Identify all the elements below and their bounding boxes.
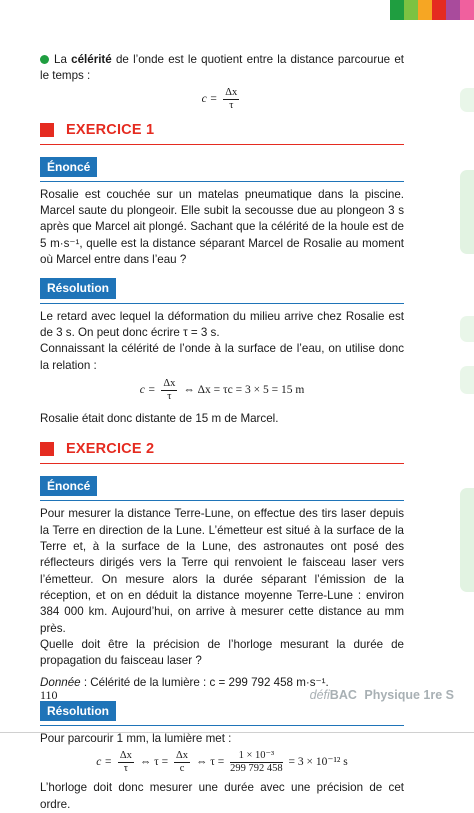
exercise2-title: EXERCICE 2	[66, 441, 155, 458]
red-square-icon	[40, 123, 54, 137]
brand-main: BAC	[329, 688, 357, 702]
side-tab	[460, 170, 474, 254]
exercise2-conclusion: L’horloge doit donc mesurer une durée avec une précision de cet ordre.	[40, 781, 404, 811]
exercise1-title: EXERCICE 1	[66, 121, 155, 138]
fraction-denominator: 299 792 458	[230, 763, 283, 775]
page-number: 110	[40, 688, 58, 702]
fraction-denominator: τ	[167, 390, 172, 402]
resolution-tag: Résolution	[40, 701, 116, 721]
fraction	[230, 750, 283, 775]
fraction	[161, 378, 177, 403]
page-footer	[0, 688, 474, 738]
side-tab	[460, 366, 474, 394]
celerity-formula	[40, 87, 404, 112]
side-tab	[460, 316, 474, 342]
exercise1-conclusion: Rosalie était donc distante de 15 m de Marcel.	[40, 411, 279, 425]
exercise1-formula	[40, 378, 404, 403]
donnee-label: Donnée	[40, 676, 81, 690]
formula-equivalence: ⇔ τ =	[195, 756, 225, 769]
fraction-numerator: 1 × 10⁻³	[230, 750, 283, 763]
brand-prefix: défi	[309, 688, 330, 702]
top-color-bars	[0, 0, 474, 20]
formula-lhs: c =	[139, 384, 156, 396]
side-tab	[460, 488, 474, 592]
formula-rhs: ⇔ Δx = τc = 3 × 5 = 15 m	[183, 384, 305, 396]
formula-result: = 3 × 10⁻¹² s	[288, 756, 348, 769]
exercise2-resolution-text: Pour parcourir 1 mm, la lumière met :	[40, 732, 232, 746]
exercise1-header	[40, 122, 404, 145]
fraction-numerator: Δx	[163, 377, 176, 389]
enonce-header	[40, 153, 404, 182]
brand-subject: Physique 1re S	[364, 688, 454, 702]
fraction-numerator: Δx	[119, 750, 132, 762]
intro-paragraph	[40, 52, 404, 85]
resolution-tag: Résolution	[40, 278, 116, 298]
fraction	[223, 87, 239, 112]
exercise2-statement: Pour mesurer la distance Terre-Lune, on effectue des tirs laser depuis la Terre en direction de la Lune. L’émetteur est situé à la surface de la Terre et, à la surface de la Lune, des astronautes ont posé des réflecteurs dirigés vers la Terre qui renvoient le faisceau laser vers l’émetteur. On mesure alors la durée séparant l’émission de la réception, et on en déduit la distance moyenne Terre-Lune : environ 384 000 km. Aujourd’hui, on arrive à mesurer cette distance au mm près.	[40, 507, 404, 635]
formula-equivalence: ⇔ τ =	[139, 756, 169, 769]
exercise2-header	[40, 441, 404, 464]
intro-bold-term: célérité	[71, 53, 112, 66]
color-bar-green	[390, 0, 404, 20]
brand-logo	[310, 688, 454, 702]
intro-text: de l’onde est le quotient entre la distance parcourue et le temps :	[40, 53, 404, 83]
color-bar-lightgreen	[404, 0, 418, 20]
exercise2-formula	[40, 750, 404, 775]
fraction	[118, 750, 134, 775]
fraction	[174, 750, 190, 775]
fraction-numerator: Δx	[225, 86, 238, 98]
color-bar-orange	[418, 0, 432, 20]
enonce-tag: Énoncé	[40, 476, 97, 496]
red-square-icon	[40, 442, 54, 456]
footer-divider	[0, 732, 474, 733]
color-bar-pink	[460, 0, 474, 20]
resolution-header	[40, 274, 404, 303]
side-tab	[460, 88, 474, 112]
enonce-header	[40, 472, 404, 501]
enonce-tag: Énoncé	[40, 157, 97, 177]
fraction-numerator: Δx	[176, 750, 189, 762]
fraction-denominator: τ	[229, 99, 234, 111]
formula-lhs: c =	[96, 756, 113, 769]
green-dot-icon	[40, 55, 49, 64]
exercise1-resolution-text: Le retard avec lequel la déformation du milieu arrive chez Rosalie est de 3 s. On peut donc écrire τ = 3 s.	[40, 309, 404, 339]
exercise1-statement: Rosalie est couchée sur un matelas pneumatique dans la piscine. Marcel saute du plongeoir. Elle subit la secousse due au plongeon 3 s après que Marcel ait plongé. Sachant que la célérité de la houle est de 5 m·s⁻¹, quelle est la distance séparant Marcel de Rosalie au moment où Marcel entre dans l’eau ?	[40, 187, 404, 267]
exercise1-resolution-text: Connaissant la célérité de l’onde à la surface de l’eau, on utilise donc la relation :	[40, 342, 404, 372]
donnee-text: : Célérité de la lumière : c = 299 792 458 m·s⁻¹.	[80, 676, 329, 690]
exercise2-question: Quelle doit être la précision de l’horloge mesurant la durée de propagation du faisceau laser ?	[40, 637, 404, 668]
fraction-denominator: τ	[123, 763, 129, 775]
color-bar-red	[432, 0, 446, 20]
intro-text: La	[54, 53, 72, 66]
color-bar-purple	[446, 0, 460, 20]
formula-lhs: c =	[201, 92, 218, 105]
fraction-denominator: c	[179, 763, 185, 775]
